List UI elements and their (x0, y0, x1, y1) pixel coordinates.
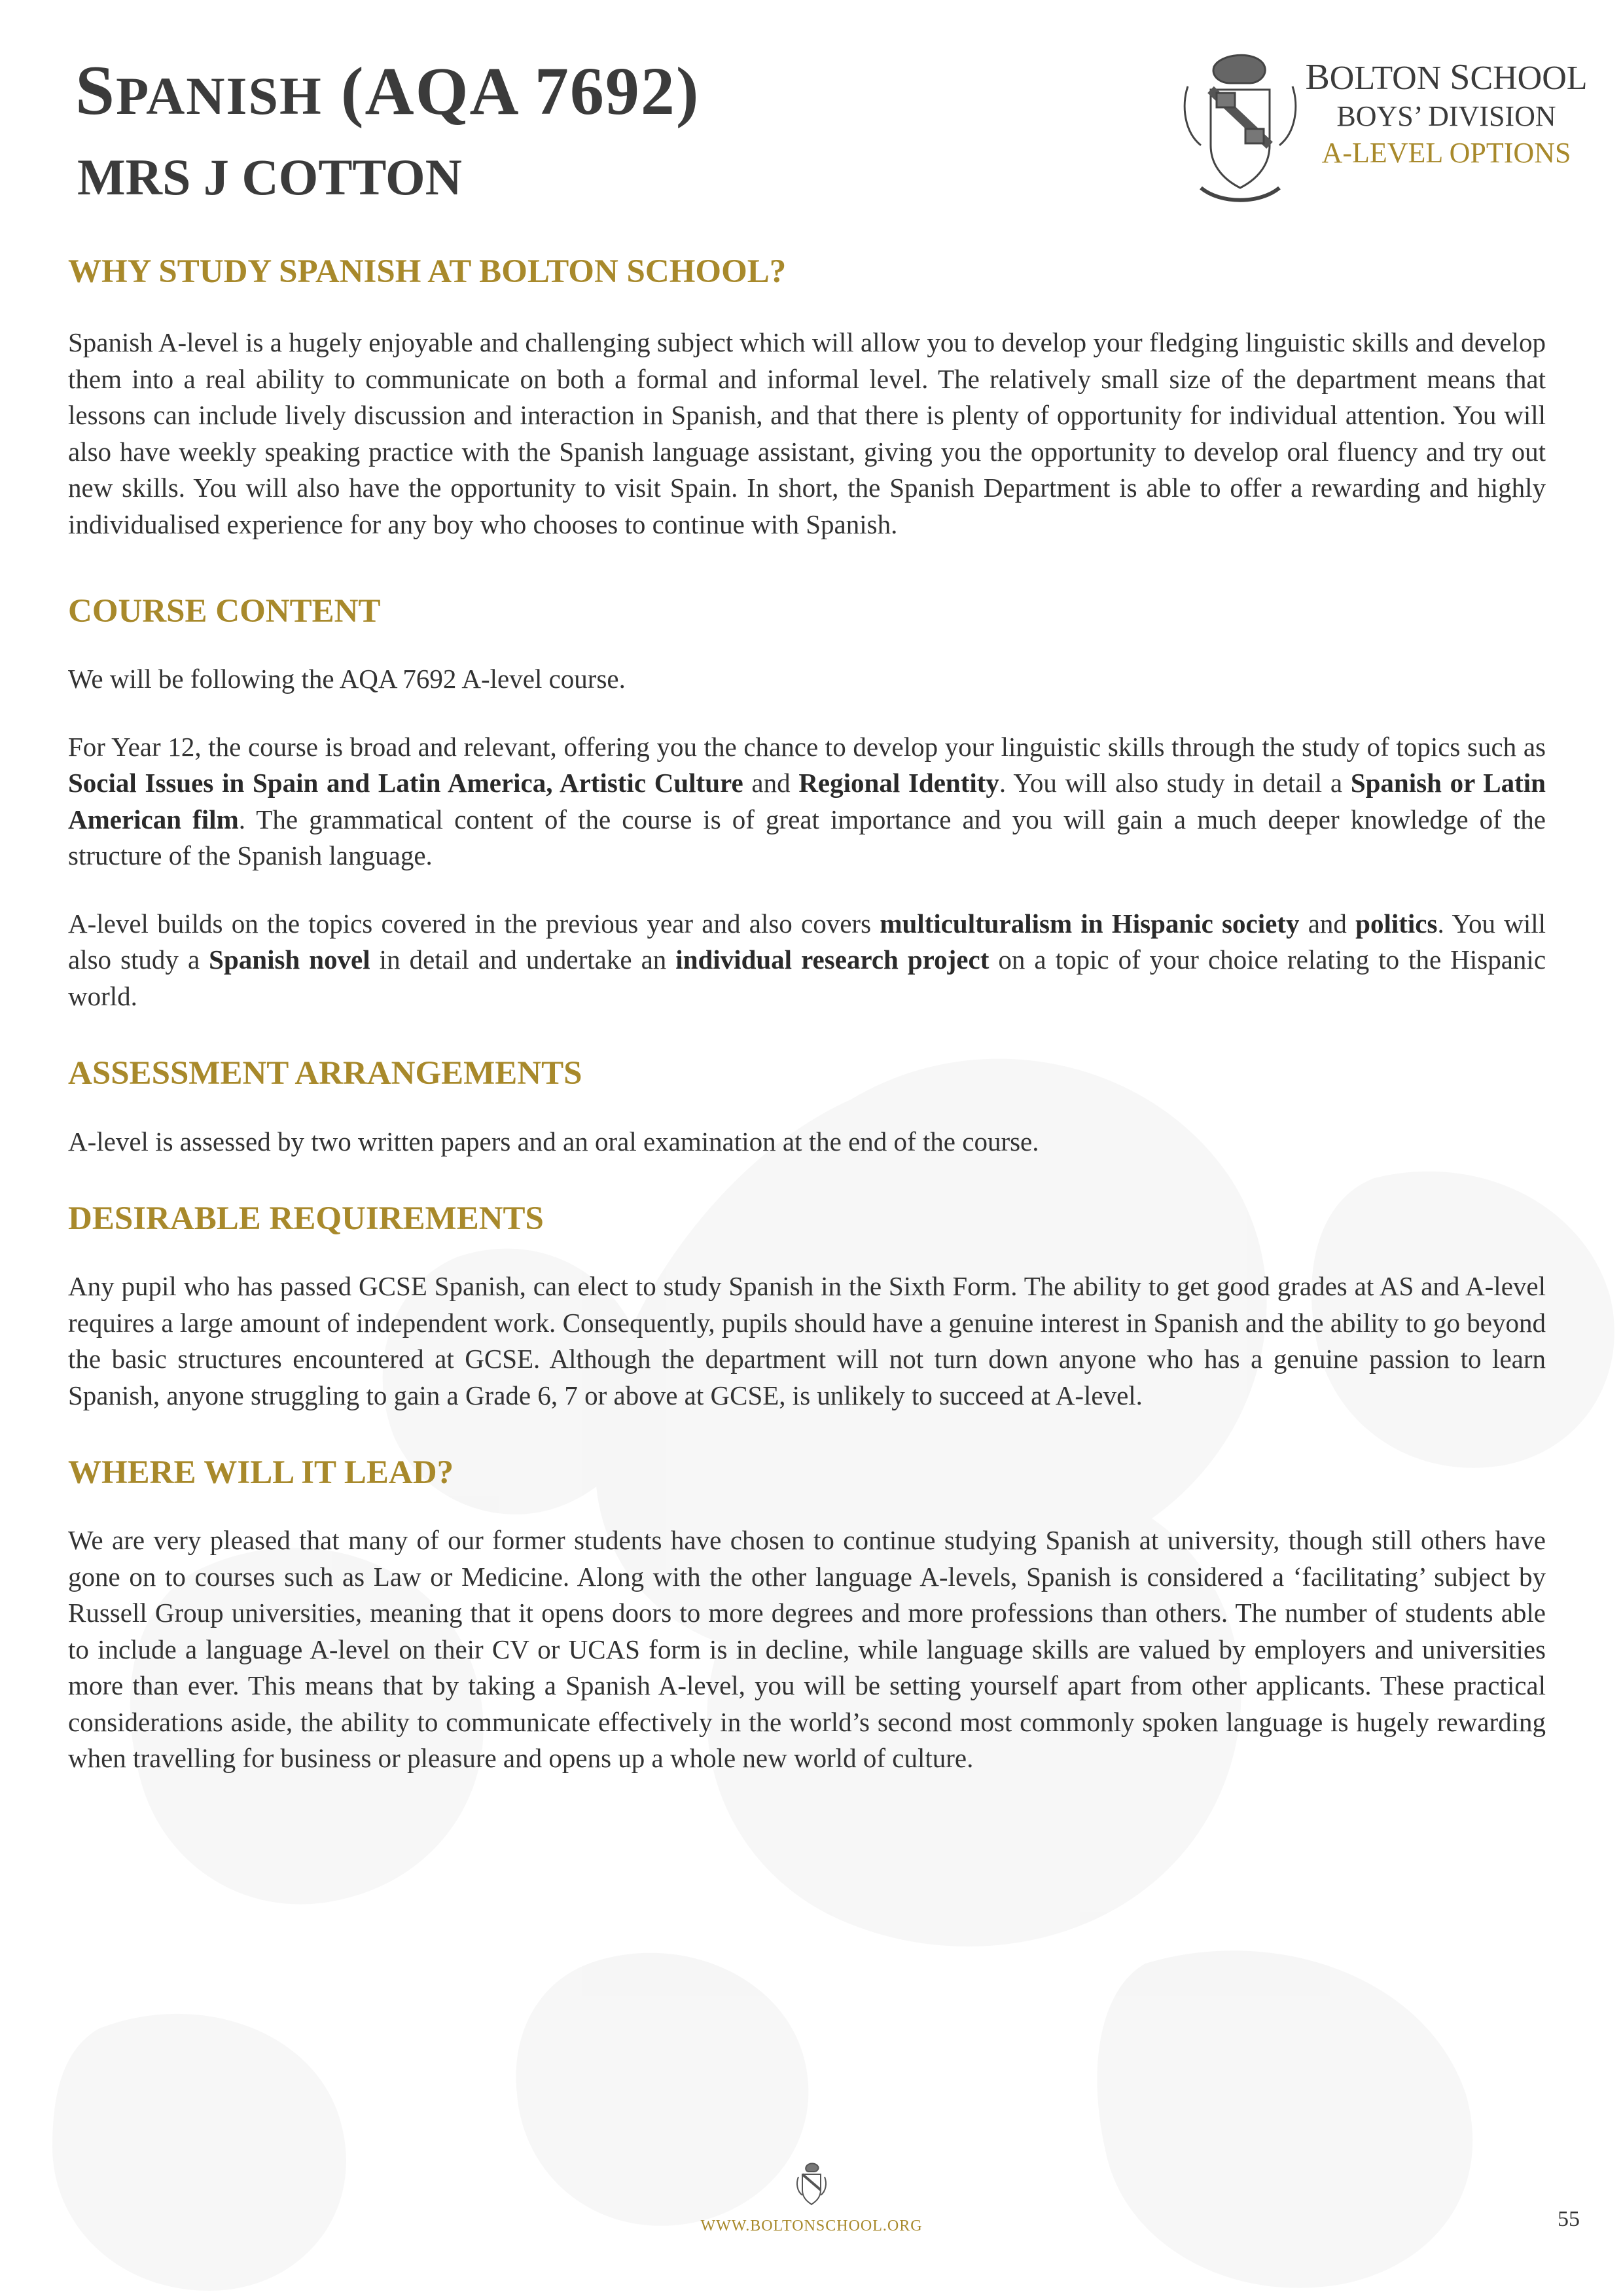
footer-crest-icon (793, 2161, 830, 2210)
school-name: BOLTON SCHOOL (1305, 57, 1588, 98)
paragraph-requirements: Any pupil who has passed GCSE Spanish, can elect to study Spanish in the Sixth Form. The ability to get good grades at AS and A-level requires a large amount of independent work. Consequently, pupils should have a genuine interest in Spanish and the ability to go beyond the basic structures encountered at GCSE. Although the department will not turn down anyone who has a genuine passion to learn Spanish, anyone struggling to gain a Grade 6, 7 or above at GCSE, is unlikely to succeed at A-level. (68, 1271, 1546, 1410)
heading-where-lead: WHERE WILL IT LEAD? (68, 1454, 454, 1492)
page-title: SPANISH (AQA 7692) (75, 52, 700, 130)
paragraph-year-12: For Year 12, the course is broad and relevant, offering you the chance to develop your linguistic skills through the study of topics such as Social Issues in Spain and Latin America, Artistic Culture and Regional Identity. You will also study in detail a Spanish or Latin American film. The grammatical content of the course is of great importance and you will gain a much deeper knowledge of the structure of the Spanish language. (68, 731, 1546, 871)
paragraph-why-study: Spanish A-level is a hugely enjoyable and challenging subject which will allow you to develop your fledging linguistic skills and develop them into a real ability to communicate on both a formal and informal level. The relatively small size of the department means that lessons can include lively discussion and interaction in Spanish, and that there is plenty of opportunity for individual attention. You will also have weekly speaking practice with the Spanish language assistant, giving you the opportunity to develop oral fluency and try out new skills. You will also have the opportunity to visit Spain. In short, the Spanish Department is able to offer a rewarding and highly individualised experience for any boy who chooses to continue with Spanish. (68, 327, 1546, 539)
paragraph-where-lead: We are very pleased that many of our former students have chosen to continue studying Spanish at university, though still others have gone on to courses such as Law or Medicine. Along with the other language A-levels, Spanish is considered a ‘facilitating’ subject by Russell Group universities, meaning that it opens doors to more degrees and more professions than others. The number of students able to include a language A-level on their CV or UCAS form is in decline, while language skills are valued by employers and universities more than ever. This means that by taking a Spanish A-level, you will be setting yourself apart from other applicants. These practical considerations aside, the ability to communicate effectively in the world’s second most commonly spoken language is hugely rewarding when travelling for business or pleasure and opens up a whole new world of culture. (68, 1525, 1546, 1774)
heading-assessment: ASSESSMENT ARRANGEMENTS (68, 1055, 582, 1092)
page-number: 55 (1558, 2207, 1580, 2231)
teacher-name: MRS J COTTON (77, 149, 462, 206)
footer-website-link[interactable]: WWW.BOLTONSCHOOL.ORG (700, 2217, 923, 2234)
paragraph-assessment: A-level is assessed by two written papers and an oral examination at the end of the course. (68, 1126, 1039, 1157)
school-crest-icon (1175, 47, 1306, 211)
heading-why-study: WHY STUDY SPANISH AT BOLTON SCHOOL? (68, 253, 787, 290)
a-level-options-label: A-LEVEL OPTIONS (1321, 137, 1571, 169)
paragraph-a-level-year: A-level builds on the topics covered in the previous year and also covers multiculturalism in Hispanic society and politics. You will also study a Spanish novel in detail and undertake an individual research project on a topic of your choice relating to the Hispanic world. (68, 908, 1546, 1011)
paragraph-course-intro: We will be following the AQA 7692 A-level course. (68, 664, 626, 694)
heading-requirements: DESIRABLE REQUIREMENTS (68, 1200, 544, 1238)
main-content (68, 245, 1546, 1777)
heading-course-content: COURSE CONTENT (68, 593, 381, 630)
school-header (1302, 58, 1590, 171)
school-division: BOYS’ DIVISION (1336, 100, 1556, 132)
